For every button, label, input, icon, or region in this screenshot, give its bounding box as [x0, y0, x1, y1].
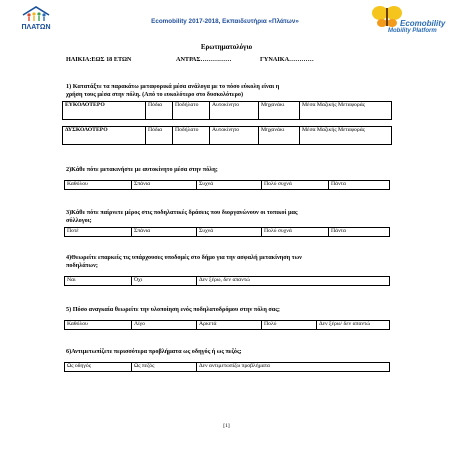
question-5-options: [64, 320, 390, 330]
answer-option[interactable]: Δεν ξέρω, δεν απαντώ: [197, 277, 390, 286]
platon-logo-text: ΠΛΑΤΩΝ: [21, 24, 51, 31]
answer-option[interactable]: Καθόλου: [65, 181, 132, 190]
answer-option[interactable]: Πάντα: [329, 181, 390, 190]
question-1-ranking-table: [62, 101, 392, 145]
page-number: [1]: [223, 423, 230, 429]
answer-option[interactable]: Σπάνια: [132, 181, 197, 190]
answer-option[interactable]: Συχνά: [197, 228, 262, 237]
ranking-row-easiest: [63, 102, 392, 120]
ranking-option[interactable]: Μέσα Μαζικής Μεταφοράς: [300, 127, 392, 145]
question-5-text: 5) Πόσο αναγκαία θεωρείτε την υλοποίηση ενός ποδηλατοδρόμου στην πόλη σας;: [66, 306, 280, 313]
ranking-option[interactable]: Μηχανάκι: [259, 102, 300, 120]
ranking-option[interactable]: Ποδήλατο: [173, 102, 210, 120]
ranking-option[interactable]: Αυτοκίνητο: [210, 102, 259, 120]
ranking-row-hardest: [63, 127, 392, 145]
house-logo-icon: [22, 6, 50, 22]
ecomobility-logo-text: Ecomobility: [400, 19, 446, 28]
answer-option[interactable]: Πολύ συχνά: [262, 181, 329, 190]
question-1-line-2: χρήση τους μέσα στην πόλη. (Από το ευκολότερο στο δυσκολότερο): [66, 91, 244, 98]
ranking-option[interactable]: Πόδια: [146, 127, 173, 145]
question-6-options: [64, 362, 390, 372]
ranking-option[interactable]: Αυτοκίνητο: [210, 127, 259, 145]
answer-option[interactable]: Δεν ξέρω/ δεν απαντώ: [317, 321, 390, 330]
question-4-line-1: 4)Θεωρείτε επαρκείς τις υπάρχουσες υποδομές στο δήμο για την ασφαλή μετακίνηση των: [66, 254, 302, 261]
question-4-line-2: ποδηλάτων;: [66, 262, 98, 269]
answer-option[interactable]: Πολύ: [262, 321, 317, 330]
answer-option[interactable]: Ναι: [65, 277, 132, 286]
male-field[interactable]: ΑΝΤΡΑΣ……………: [176, 56, 232, 63]
question-2-text: 2)Κάθε πότε μετακινήστε με αυτοκίνητο μέσα στην πόλη;: [66, 166, 218, 173]
question-3-line-1: 3)Κάθε πότε παίρνετε μέρος στις ποδηλατικές δράσεις που διοργανώνουν οι τοπικοί μας: [66, 209, 298, 216]
ranking-option[interactable]: Μηχανάκι: [259, 127, 300, 145]
platon-logo: [10, 6, 62, 36]
ranking-label: ΔΥΣΚΟΛΟΤΕΡΟ: [63, 127, 146, 145]
question-3-line-2: σύλλογοι;: [66, 217, 92, 224]
document-title: Ερωτηματολόγιο: [200, 43, 253, 51]
question-1-line-1: 1) Κατατάξτε τα παρακάτω μεταφορικά μέσα ανάλογα με το πόσο εύκολη είναι η: [66, 83, 280, 90]
ranking-option[interactable]: Πόδια: [146, 102, 173, 120]
question-6-text: 6)Αντιμετωπίζετε περισσότερα προβλήματα ως οδηγός ή ως πεζός;: [66, 348, 242, 355]
answer-option[interactable]: Ως οδηγός: [65, 363, 132, 372]
question-3-options: [64, 227, 390, 237]
answer-option[interactable]: Σπάνια: [132, 228, 197, 237]
ranking-label: ΕΥΚΟΛΟΤΕΡΟ: [63, 102, 146, 120]
question-2-options: [64, 180, 390, 190]
header-title: Ecomobility 2017-2018, Εκπαιδευτήρια «Πλάτων»: [151, 18, 299, 25]
ecomobility-logo: [368, 4, 446, 38]
question-4-options: [64, 276, 390, 286]
answer-option[interactable]: Ως πεζός: [132, 363, 197, 372]
answer-option[interactable]: Δεν αντιμετωπίζω προβλήματα: [197, 363, 390, 372]
ranking-option[interactable]: Μέσα Μαζικής Μεταφοράς: [300, 102, 392, 120]
answer-option[interactable]: Συχνά: [197, 181, 262, 190]
answer-option[interactable]: Όχι: [132, 277, 197, 286]
answer-option[interactable]: Πολύ συχνά: [262, 228, 329, 237]
answer-option[interactable]: Λίγο: [132, 321, 197, 330]
female-field[interactable]: ΓΥΝΑΙΚΑ…………: [260, 56, 314, 63]
ranking-option[interactable]: Ποδήλατο: [173, 127, 210, 145]
age-field[interactable]: ΗΛΙΚΙΑ:ΕΩΣ 18 ΕΤΩΝ: [66, 56, 132, 63]
answer-option[interactable]: Καθόλου: [65, 321, 132, 330]
answer-option[interactable]: Αρκετά: [197, 321, 262, 330]
answer-option[interactable]: Ποτέ: [65, 228, 132, 237]
ecomobility-logo-subtext: Mobility Platform: [388, 28, 437, 34]
answer-option[interactable]: Πάντα: [329, 228, 390, 237]
